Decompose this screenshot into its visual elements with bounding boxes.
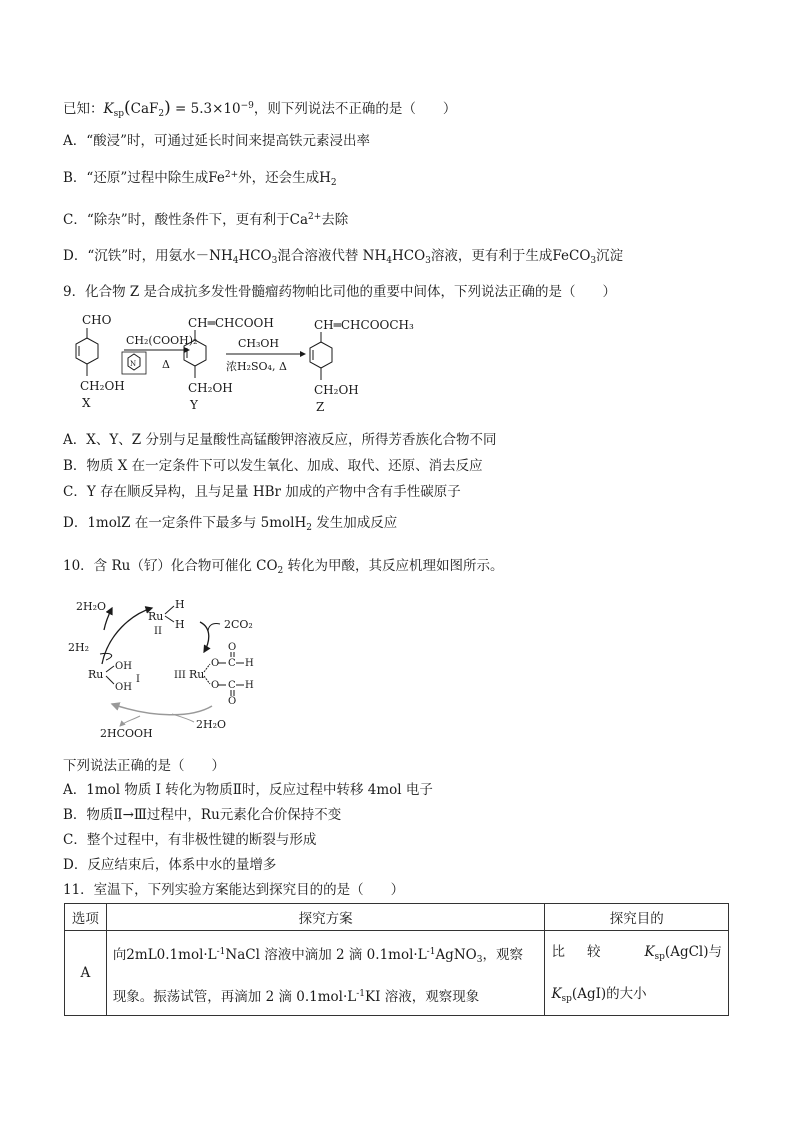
plan2-a: 现象。振荡试管，再滴加 2 滴 0.1mol·L	[112, 989, 357, 1005]
arrow-hcooh-out	[120, 716, 140, 726]
o-lower-2: O	[228, 696, 237, 707]
q8-c-pre: C．“除杂”时，酸性条件下，更有利于Ca	[63, 212, 309, 228]
q8-option-d	[63, 247, 623, 270]
plan1-sup2: -1	[426, 947, 436, 957]
header-plan: 探究方案	[106, 904, 545, 931]
oh-top: OH	[115, 661, 132, 672]
q11-table	[64, 903, 729, 1016]
ksp-exp: −9	[240, 101, 254, 111]
q8-d-mid2: 混合溶液代替 NH	[277, 248, 387, 264]
table-row	[65, 931, 729, 1016]
q8-stem-suffix: ，则下列说法不正确的是（ ）	[253, 101, 457, 117]
q8-d-sub5: 3	[590, 256, 597, 266]
q9-option-a: A．X、Y、Z 分别与足量酸性高锰酸钾溶液反应，所得芳香族化合物不同	[63, 432, 497, 448]
x-cho: CHO	[82, 313, 112, 327]
q9-option-b: B．物质 X 在一定条件下可以发生氧化、加成、取代、还原、消去反应	[63, 458, 483, 474]
reagent-1-delta: Δ	[162, 358, 170, 371]
y-chain: CH═CHCOOH	[188, 316, 274, 330]
plan1-a: 向2mL0.1mol·L	[112, 947, 217, 963]
q8-stem-prefix: 已知：	[63, 101, 104, 117]
q8-option-b	[63, 166, 337, 192]
y-ch2oh: CH₂OH	[188, 381, 233, 395]
x-ch2oh: CH₂OH	[80, 379, 125, 393]
plan1-d: ，观察	[482, 947, 523, 963]
ksp-symbol: K	[103, 101, 114, 117]
q10-option-b: B．物质Ⅱ→Ⅲ过程中，Ru元素化合价保持不变	[63, 807, 342, 823]
plan2-b: KI 溶液，观察现象	[365, 989, 480, 1005]
row-a-plan-line-1	[113, 931, 539, 973]
goal-sp2: sp	[561, 994, 572, 1004]
row-a-plan	[106, 931, 545, 1016]
q8-d-pre: D．“沉铁”时，用氨水－NH	[63, 248, 233, 264]
q9-reaction-scheme	[62, 310, 434, 418]
q10-stem-sub: 2	[277, 566, 284, 576]
header-goal: 探究目的	[545, 904, 729, 931]
q9-stem: 9．化合物 Z 是合成抗多发性骨髓瘤药物帕比司他的重要中间体，下列说法正确的是（ ）	[63, 284, 617, 300]
row-a-goal	[545, 931, 729, 1016]
z-label: Z	[316, 400, 325, 414]
o-upper-2: O	[228, 642, 237, 653]
h-lower: H	[245, 680, 254, 691]
header-option: 选项	[65, 904, 107, 931]
caf2: CaF	[130, 101, 159, 117]
ru-ii: Ru	[148, 610, 164, 623]
ru-oh-bond-1	[106, 666, 114, 672]
z-chain: CH═CHCOOCH₃	[314, 318, 414, 332]
ru-oh-bond-2	[106, 676, 114, 684]
arrow-h2-in	[100, 653, 112, 660]
q9-option-c: C．Y 存在顺反异构，且与足量 HBr 加成的产物中含有手性碳原子	[63, 484, 461, 500]
q10-stem-pre: 10．含 Ru（钌）化合物可催化 CO	[63, 558, 278, 574]
arrow-2-head	[300, 351, 306, 357]
goal-agi: (AgI)的大小	[571, 986, 647, 1002]
q9-d-pre: D．1molZ 在一定条件下最多与 5molH	[63, 515, 307, 531]
q8-d-sub3: 4	[386, 256, 392, 266]
goal-k2: K	[551, 986, 562, 1002]
arrow-i-to-ii	[102, 608, 152, 664]
q8-c-sup: 2+	[308, 212, 322, 222]
row-a-goal-line-2	[551, 973, 722, 1015]
c-lower: C	[228, 680, 236, 691]
label-2h2o-in: 2H₂O	[196, 718, 227, 731]
q10-stem-post: 转化为甲酸，其反应机理如图所示。	[283, 558, 504, 574]
h-upper: H	[245, 658, 254, 669]
q10-option-a: A．1mol 物质 I 转化为物质Ⅱ时，反应过程中转移 4mol 电子	[63, 782, 433, 798]
q8-d-sub2: 3	[271, 256, 278, 266]
q8-c-post: 去除	[321, 212, 349, 228]
row-a-plan-line-2	[113, 973, 539, 1015]
h-bottom: H	[175, 618, 185, 631]
o-lower-1: O	[211, 680, 220, 691]
label-2h2-in: 2H₂	[68, 641, 90, 654]
ksp-sub: sp	[113, 109, 124, 119]
arrow-ii-to-iii	[200, 622, 209, 652]
z-ch2oh: CH₂OH	[314, 383, 359, 397]
q9-d-post: 发生加成反应	[311, 515, 398, 531]
x-label: X	[82, 396, 91, 410]
plan1-sup: -1	[216, 947, 226, 957]
ru-o-bond-upper	[204, 664, 210, 672]
q10-option-c: C．整个过程中，有非极性键的断裂与形成	[63, 832, 317, 848]
q8-d-sub1: 4	[232, 256, 239, 266]
o-upper-1: O	[211, 658, 220, 669]
label-2hcooh-out: 2HCOOH	[100, 727, 153, 740]
plan1-c: AgNO	[435, 947, 477, 963]
table-header-row	[65, 904, 729, 931]
q9-option-d	[63, 514, 397, 537]
goal-sp: sp	[654, 952, 665, 962]
q10-stem	[63, 557, 504, 580]
y-label: Y	[190, 398, 198, 412]
q8-d-mid4: 溶液，更有利于生成FeCO	[430, 248, 591, 264]
q10-mechanism-diagram	[62, 594, 272, 744]
ru-i: Ru	[88, 668, 104, 681]
label-ii: II	[154, 626, 162, 637]
q9-d-sub: 2	[306, 523, 312, 533]
goal-k: K	[644, 944, 655, 960]
q8-option-a: A．“酸浸”时，可通过延长时间来提高铁元素浸出率	[63, 133, 371, 149]
plan1-b: NaCl 溶液中滴加 2 滴 0.1mol·L	[225, 947, 427, 963]
goal-jiao: 较	[586, 944, 601, 960]
goal-agcl: (AgCl)与	[664, 944, 722, 960]
q8-d-mid3: HCO	[391, 248, 426, 264]
q8-d-sub4: 3	[425, 256, 431, 266]
q11-stem: 11．室温下，下列实验方案能达到探究目的的是（ ）	[63, 882, 405, 898]
ru-o-bond-lower	[204, 676, 210, 684]
plan1-sub: 3	[476, 955, 483, 965]
caf2-sub: 2	[158, 109, 165, 119]
q8-d-mid1: HCO	[238, 248, 272, 264]
ru-h-bond-1	[165, 606, 174, 614]
q8-b-sup: 2+	[224, 170, 239, 180]
q8-option-c	[63, 208, 348, 229]
arrow-h2o-in	[172, 714, 194, 722]
q8-b-sub: 2	[330, 178, 337, 188]
row-a-option: A	[65, 931, 107, 1016]
arrow-iii-to-i	[112, 704, 212, 715]
label-iii: III	[174, 670, 186, 681]
oh-bottom: OH	[115, 682, 132, 693]
ru-iii: Ru	[189, 668, 205, 681]
h-top: H	[175, 598, 185, 611]
label-2co2-in: 2CO₂	[224, 618, 253, 631]
reagent-methanol: CH₃OH	[238, 337, 280, 350]
q8-b-mid: 外，还会生成H	[238, 170, 331, 186]
pyridine-n: N	[130, 360, 137, 368]
label-2h2o-out: 2H₂O	[76, 600, 107, 613]
q8-stem: 已知：$K_{sp}(CaF_2) = 5.3\times 10^{-9}$，则下列说法不正确的是（ ）	[63, 98, 457, 119]
ksp-value: = 5.3×10	[175, 101, 241, 117]
q8-d-post: 沉淀	[596, 248, 624, 264]
arrow-co2-in	[208, 623, 220, 632]
reagent-sulfuric-acid: 浓H₂SO₄, Δ	[226, 360, 287, 373]
goal-bi: 比	[551, 944, 565, 960]
q8-b-pre: B．“还原”过程中除生成Fe	[63, 170, 225, 186]
row-a-goal-line-1	[551, 931, 722, 973]
plan2-sup: -1	[356, 989, 366, 999]
ru-h-bond-2	[165, 616, 174, 622]
c-upper: C	[228, 658, 236, 669]
q10-option-d: D．反应结束后，体系中水的量增多	[63, 857, 277, 873]
reagent-malonic-acid: CH₂(COOH)₂	[126, 334, 198, 347]
label-i: I	[136, 674, 140, 685]
q10-intro: 下列说法正确的是（ ）	[63, 758, 225, 774]
